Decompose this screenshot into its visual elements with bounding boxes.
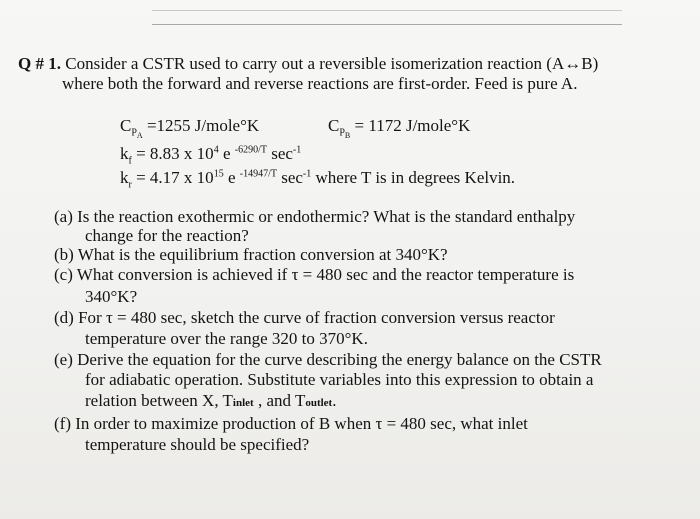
- part-a-line-2: change for the reaction?: [85, 226, 249, 245]
- part-b-line-1: (b) What is the equilibrium fraction conversion at 340°K?: [54, 245, 448, 264]
- question-intro: [18, 54, 678, 74]
- ruled-line: [152, 10, 622, 11]
- question-line-2: where both the forward and reverse reactions are first-order. Feed is pure A.: [62, 74, 578, 93]
- part-c-line-1: (c) What conversion is achieved if τ = 480 sec and the reactor temperature is: [54, 265, 575, 284]
- part-f-line-1: (f) In order to maximize production of B when τ = 480 sec, what inlet: [54, 414, 528, 433]
- cpa-line: $C_{PA} =1255$ J/mole°K: [120, 116, 260, 140]
- question-line-1: Consider a CSTR used to carry out a reversible isomerization reaction (A↔B): [65, 54, 599, 73]
- part-e-line-1: (e) Derive the equation for the curve describing the energy balance on the CSTR: [54, 350, 602, 369]
- ruled-line: [152, 24, 622, 25]
- part-a-line-1: (a) Is the reaction exothermic or endothermic? What is the standard enthalpy: [54, 207, 576, 226]
- kf-line: $k_f = 8.83$ x $10^4$ e $^{-6290/T}$ $\sec^{-1}$: [120, 144, 302, 167]
- part-d-line-2: temperature over the range 320 to 370°K.: [85, 329, 368, 348]
- cpb-line: $C_{PB} = 1172$ J/mole°K: [328, 116, 471, 140]
- part-c-line-2: 340°K?: [85, 287, 138, 306]
- kr-line: $k_r = 4.17$ x $10^{15}$ e $^{-14947/T}$ $\sec^{-1}$ where T is in degrees Kelvin.: [120, 168, 516, 191]
- question-number: Q # 1.: [18, 54, 61, 73]
- part-f-line-2: temperature should be specified?: [85, 435, 310, 454]
- part-e-line-2: for adiabatic operation. Substitute variables into this expression to obtain a: [85, 370, 594, 389]
- part-e-line-3: relation between X, Tinlet , and Toutlet.: [85, 391, 337, 410]
- part-d-line-1: (d) For τ = 480 sec, sketch the curve of fraction conversion versus reactor: [54, 308, 555, 327]
